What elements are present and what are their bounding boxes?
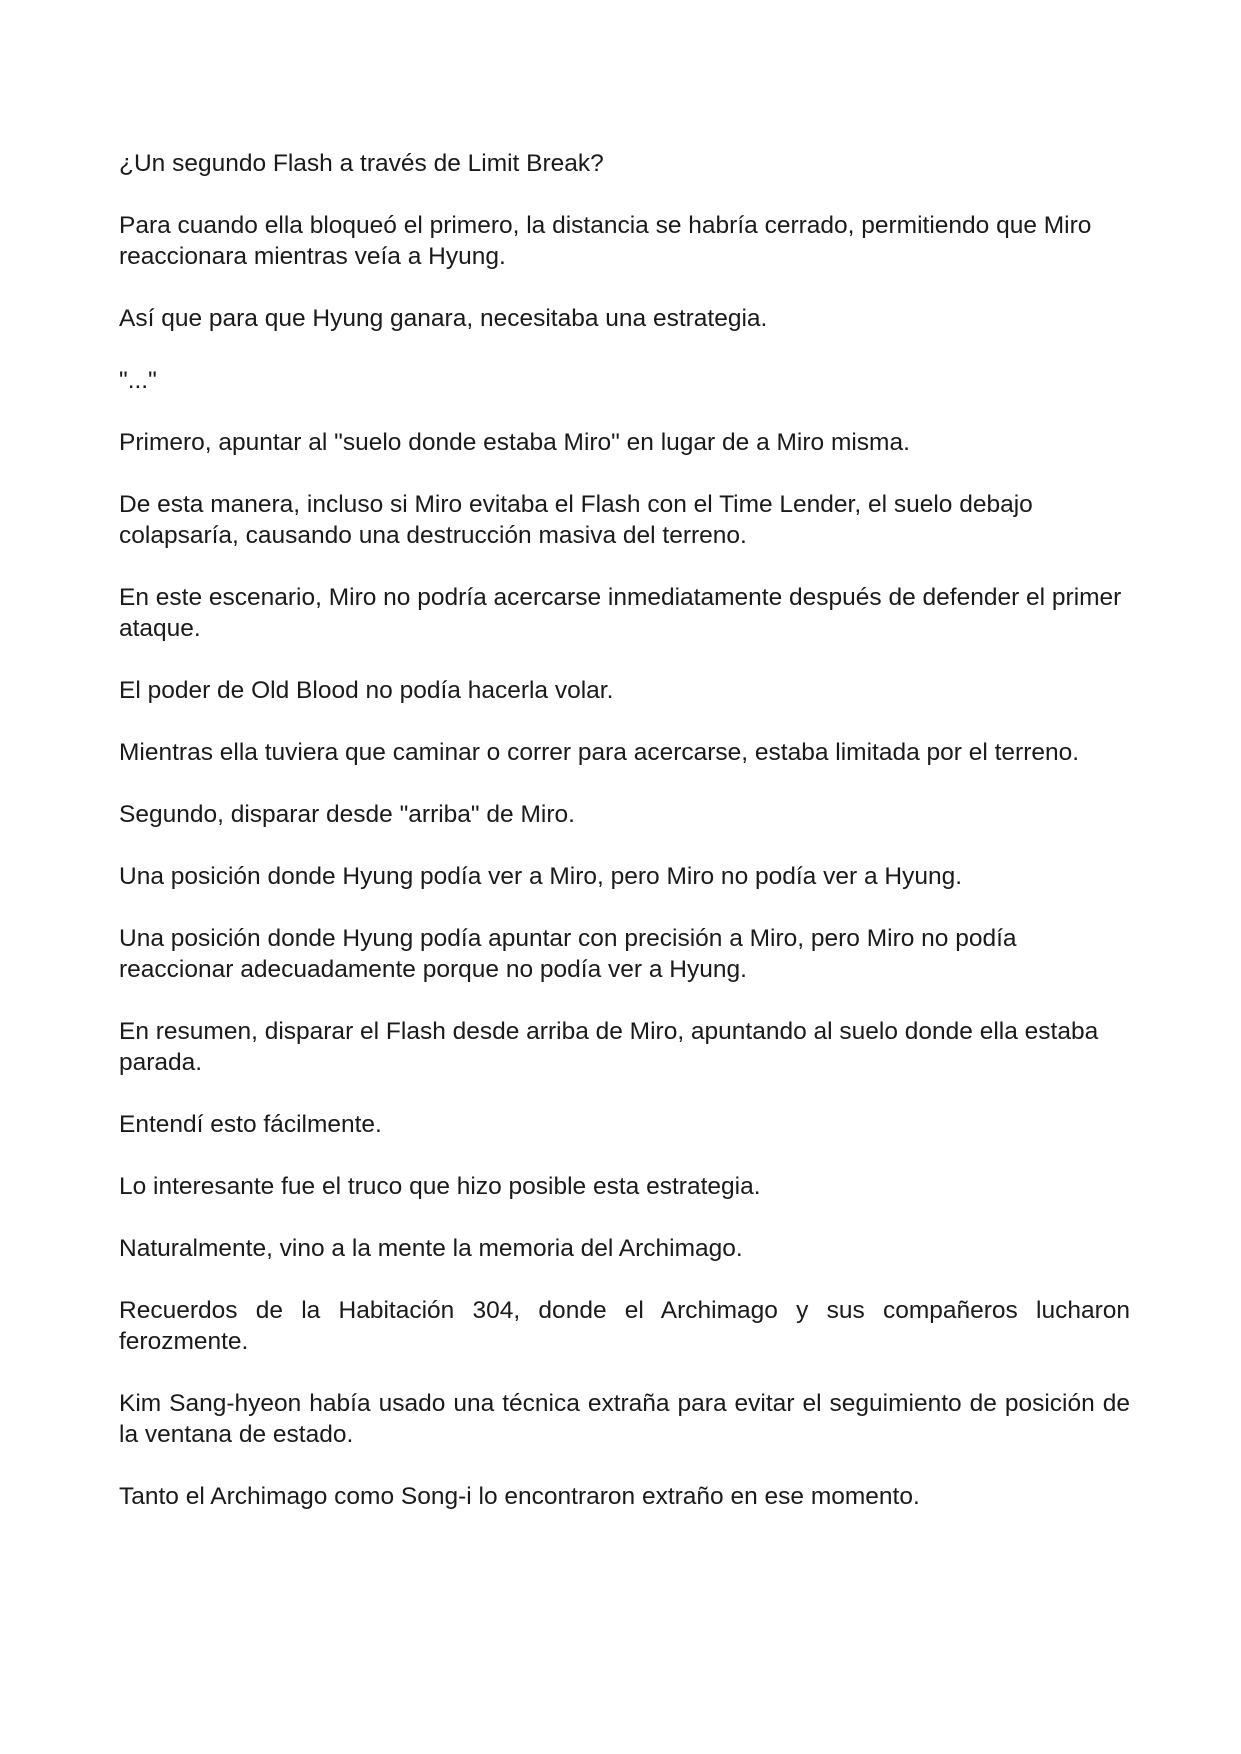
paragraph-17: Recuerdos de la Habitación 304, donde el Archimago y sus compañeros lucharon ferozmente. (119, 1297, 1130, 1355)
document-body (119, 148, 1130, 1543)
paragraph-18: Kim Sang-hyeon había usado una técnica extraña para evitar el seguimiento de posición de la ventana de estado. (119, 1390, 1130, 1448)
paragraph-13: En resumen, disparar el Flash desde arriba de Miro, apuntando al suelo donde ella estaba parada. (119, 1018, 1099, 1076)
paragraph-9: Mientras ella tuviera que caminar o correr para acercarse, estaba limitada por el terreno. (119, 739, 1080, 766)
paragraph-15: Lo interesante fue el truco que hizo posible esta estrategia. (119, 1173, 761, 1200)
paragraph-5: Primero, apuntar al "suelo donde estaba Miro" en lugar de a Miro misma. (119, 429, 910, 456)
paragraph-16: Naturalmente, vino a la mente la memoria del Archimago. (119, 1235, 743, 1262)
paragraph-14: Entendí esto fácilmente. (119, 1111, 382, 1138)
paragraph-2: Para cuando ella bloqueó el primero, la distancia se habría cerrado, permitiendo que Miro reaccionara mientras veía a Hyung. (119, 212, 1092, 270)
paragraph-6: De esta manera, incluso si Miro evitaba el Flash con el Time Lender, el suelo debajo colapsaría, causando una destrucción masiva del terreno. (119, 491, 1033, 549)
paragraph-3: Así que para que Hyung ganara, necesitaba una estrategia. (119, 305, 768, 332)
paragraph-1: ¿Un segundo Flash a través de Limit Break? (119, 150, 604, 177)
paragraph-12: Una posición donde Hyung podía apuntar con precisión a Miro, pero Miro no podía reaccionar adecuadamente porque no podía ver a Hyung. (119, 925, 1017, 983)
paragraph-11: Una posición donde Hyung podía ver a Miro, pero Miro no podía ver a Hyung. (119, 863, 963, 890)
paragraph-4: "..." (119, 367, 157, 394)
paragraph-8: El poder de Old Blood no podía hacerla volar. (119, 677, 614, 704)
paragraph-7: En este escenario, Miro no podría acercarse inmediatamente después de defender el primer ataque. (119, 584, 1122, 642)
paragraph-19: Tanto el Archimago como Song-i lo encontraron extraño en ese momento. (119, 1483, 920, 1510)
paragraph-10: Segundo, disparar desde "arriba" de Miro. (119, 801, 575, 828)
